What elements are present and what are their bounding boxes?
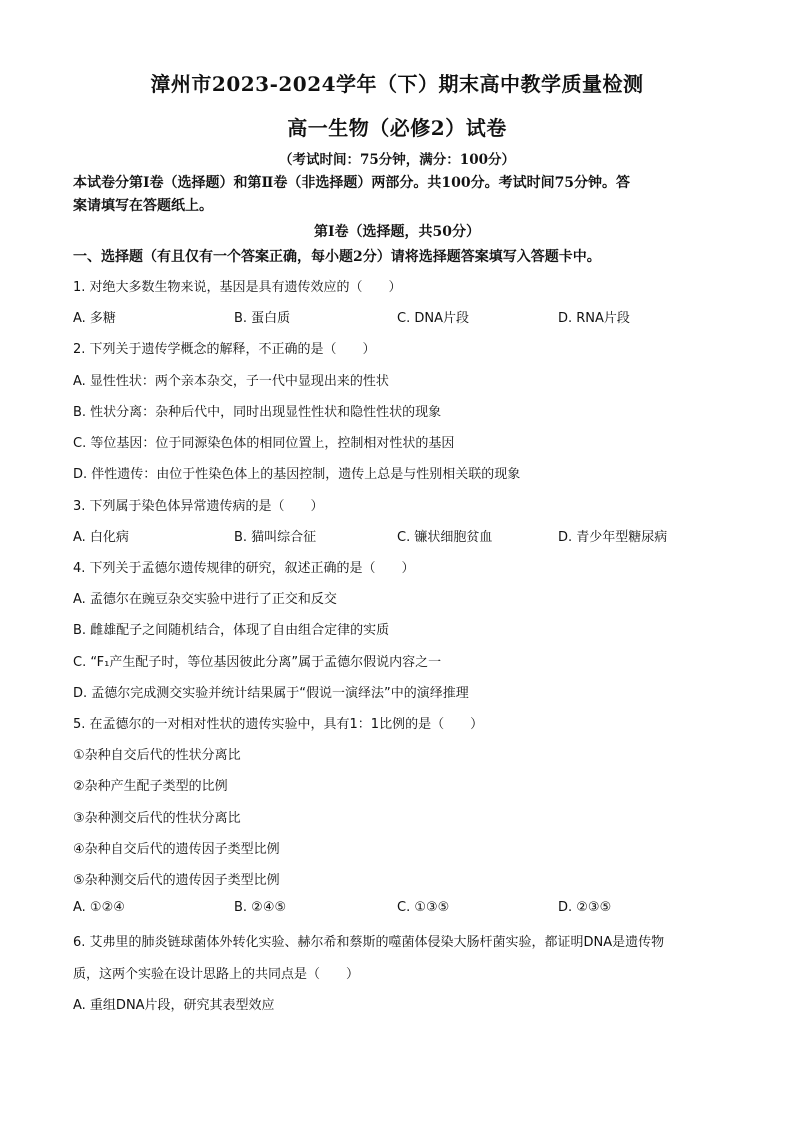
exam-title: 漳州市2023-2024学年（下）期末高中教学质量检测: [150, 72, 644, 96]
question-4-stem: 4. 下列关于孟德尔遗传规律的研究，叙述正确的是（ ）: [73, 561, 415, 576]
question-6-stem-line-1: 6. 艾弗里的肺炎链球菌体外转化实验、赫尔希和蔡斯的噬菌体侵染大肠杆菌实验，都证明DNA是遗传物: [73, 935, 665, 950]
question-1-stem: 1. 对绝大多数生物来说，基因是具有遗传效应的（ ）: [73, 280, 402, 295]
question-5-item-2: ②杂种产生配子类型的比例: [73, 779, 228, 794]
option-c: C. ①③⑤: [397, 900, 450, 915]
exam-time-info: （考试时间：75分钟，满分：100分）: [279, 152, 515, 168]
question-2-stem: 2. 下列关于遗传学概念的解释，不正确的是（ ）: [73, 342, 376, 357]
option-b: B. ②④⑤: [234, 900, 287, 915]
question-6-stem-line-2: 质，这两个实验在设计思路上的共同点是（ ）: [73, 967, 360, 982]
question-5-item-5: ⑤杂种测交后代的遗传因子类型比例: [73, 873, 280, 888]
option-b: B. 猫叫综合征: [234, 530, 317, 545]
question-4-option-c: C. “F₁产生配子时，等位基因彼此分离”属于孟德尔假说内容之一: [73, 655, 442, 670]
question-5-item-3: ③杂种测交后代的性状分离比: [73, 811, 241, 826]
instructions-line-1: 本试卷分第Ⅰ卷（选择题）和第Ⅱ卷（非选择题）两部分。共100分。考试时间75分钟。答: [73, 175, 631, 191]
option-d: D. 青少年型糖尿病: [558, 530, 668, 545]
question-2-option-c: C. 等位基因：位于同源染色体的相同位置上，控制相对性状的基因: [73, 436, 455, 451]
section-1-heading: 一、选择题（有且仅有一个答案正确，每小题2分）请将选择题答案填写入答题卡中。: [73, 249, 601, 265]
question-5-item-4: ④杂种自交后代的遗传因子类型比例: [73, 842, 280, 857]
question-2-option-b: B. 性状分离：杂种后代中，同时出现显性性状和隐性性状的现象: [73, 405, 442, 420]
part-1-heading: 第Ⅰ卷（选择题，共50分）: [313, 224, 481, 240]
option-c: C. 镰状细胞贫血: [397, 530, 493, 545]
exam-subtitle: 高一生物（必修2）试卷: [287, 116, 507, 140]
question-5-stem: 5. 在孟德尔的一对相对性状的遗传实验中，具有1：1比例的是（ ）: [73, 717, 484, 732]
question-4-option-a: A. 孟德尔在豌豆杂交实验中进行了正交和反交: [73, 592, 337, 607]
question-2-option-d: D. 伴性遗传：由位于性染色体上的基因控制，遗传上总是与性别相关联的现象: [73, 467, 521, 482]
option-b: B. 蛋白质: [234, 311, 291, 326]
question-5-item-1: ①杂种自交后代的性状分离比: [73, 748, 241, 763]
instructions-line-2: 案请填写在答题纸上。: [73, 198, 213, 214]
exam-instructions: [73, 172, 723, 218]
option-d: D. ②③⑤: [558, 900, 612, 915]
question-3-stem: 3. 下列属于染色体异常遗传病的是（ ）: [73, 499, 324, 514]
question-6-option-a: A. 重组DNA片段，研究其表型效应: [73, 998, 275, 1013]
option-d: D. RNA片段: [558, 311, 630, 326]
option-c: C. DNA片段: [397, 311, 469, 326]
option-a: A. ①②④: [73, 900, 125, 915]
option-a: A. 多糖: [73, 311, 116, 326]
option-a: A. 白化病: [73, 530, 129, 545]
question-2-option-a: A. 显性性状：两个亲本杂交，子一代中显现出来的性状: [73, 374, 389, 389]
question-4-option-b: B. 雌雄配子之间随机结合，体现了自由组合定律的实质: [73, 623, 390, 638]
question-4-option-d: D. 孟德尔完成测交实验并统计结果属于“假说一演绎法”中的演绎推理: [73, 686, 469, 701]
